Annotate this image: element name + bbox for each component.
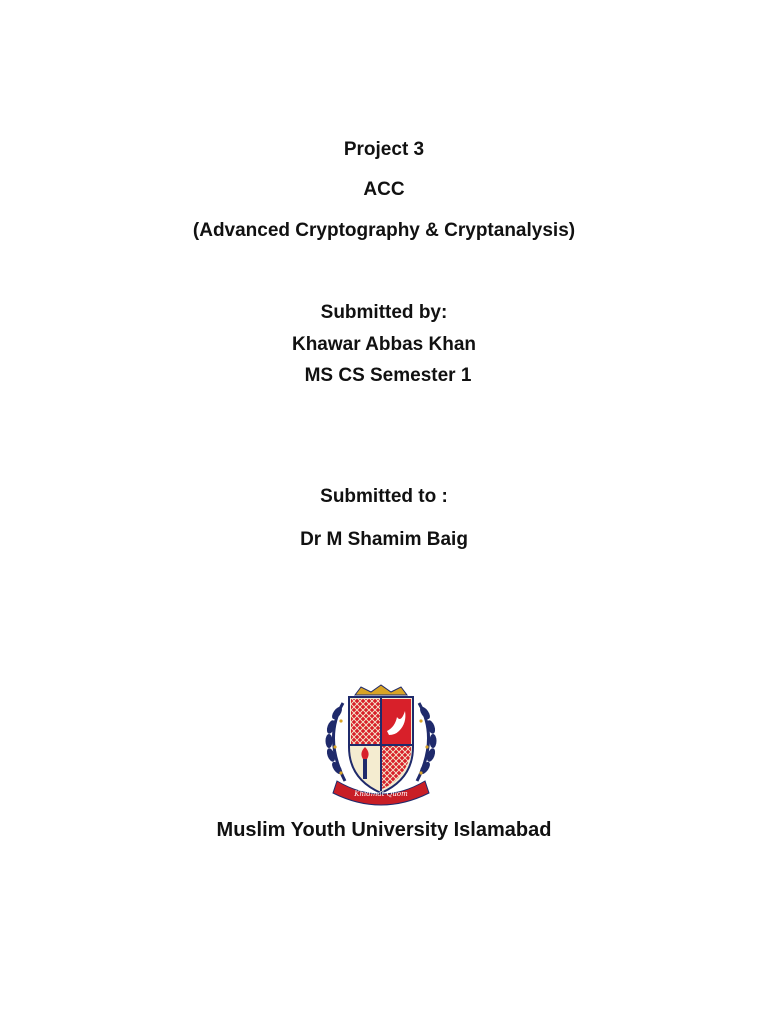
supervisor-name: Dr M Shamim Baig (300, 529, 468, 550)
student-name: Khawar Abbas Khan (291, 334, 477, 355)
project-title: Project 3 (343, 139, 425, 160)
submitted-to-label: Submitted to : (320, 486, 448, 507)
program-semester: MS CS Semester 1 (304, 365, 472, 386)
course-name: (Advanced Cryptography & Cryptanalysis) (192, 220, 576, 241)
crest-shield (349, 697, 413, 793)
university-crest-icon (315, 683, 447, 807)
submitted-by-label: Submitted by: (320, 302, 448, 323)
course-code: ACC (363, 179, 405, 200)
crest-motto: Khidmat Quom (354, 790, 408, 798)
university-name: Muslim Youth University Islamabad (216, 819, 552, 841)
